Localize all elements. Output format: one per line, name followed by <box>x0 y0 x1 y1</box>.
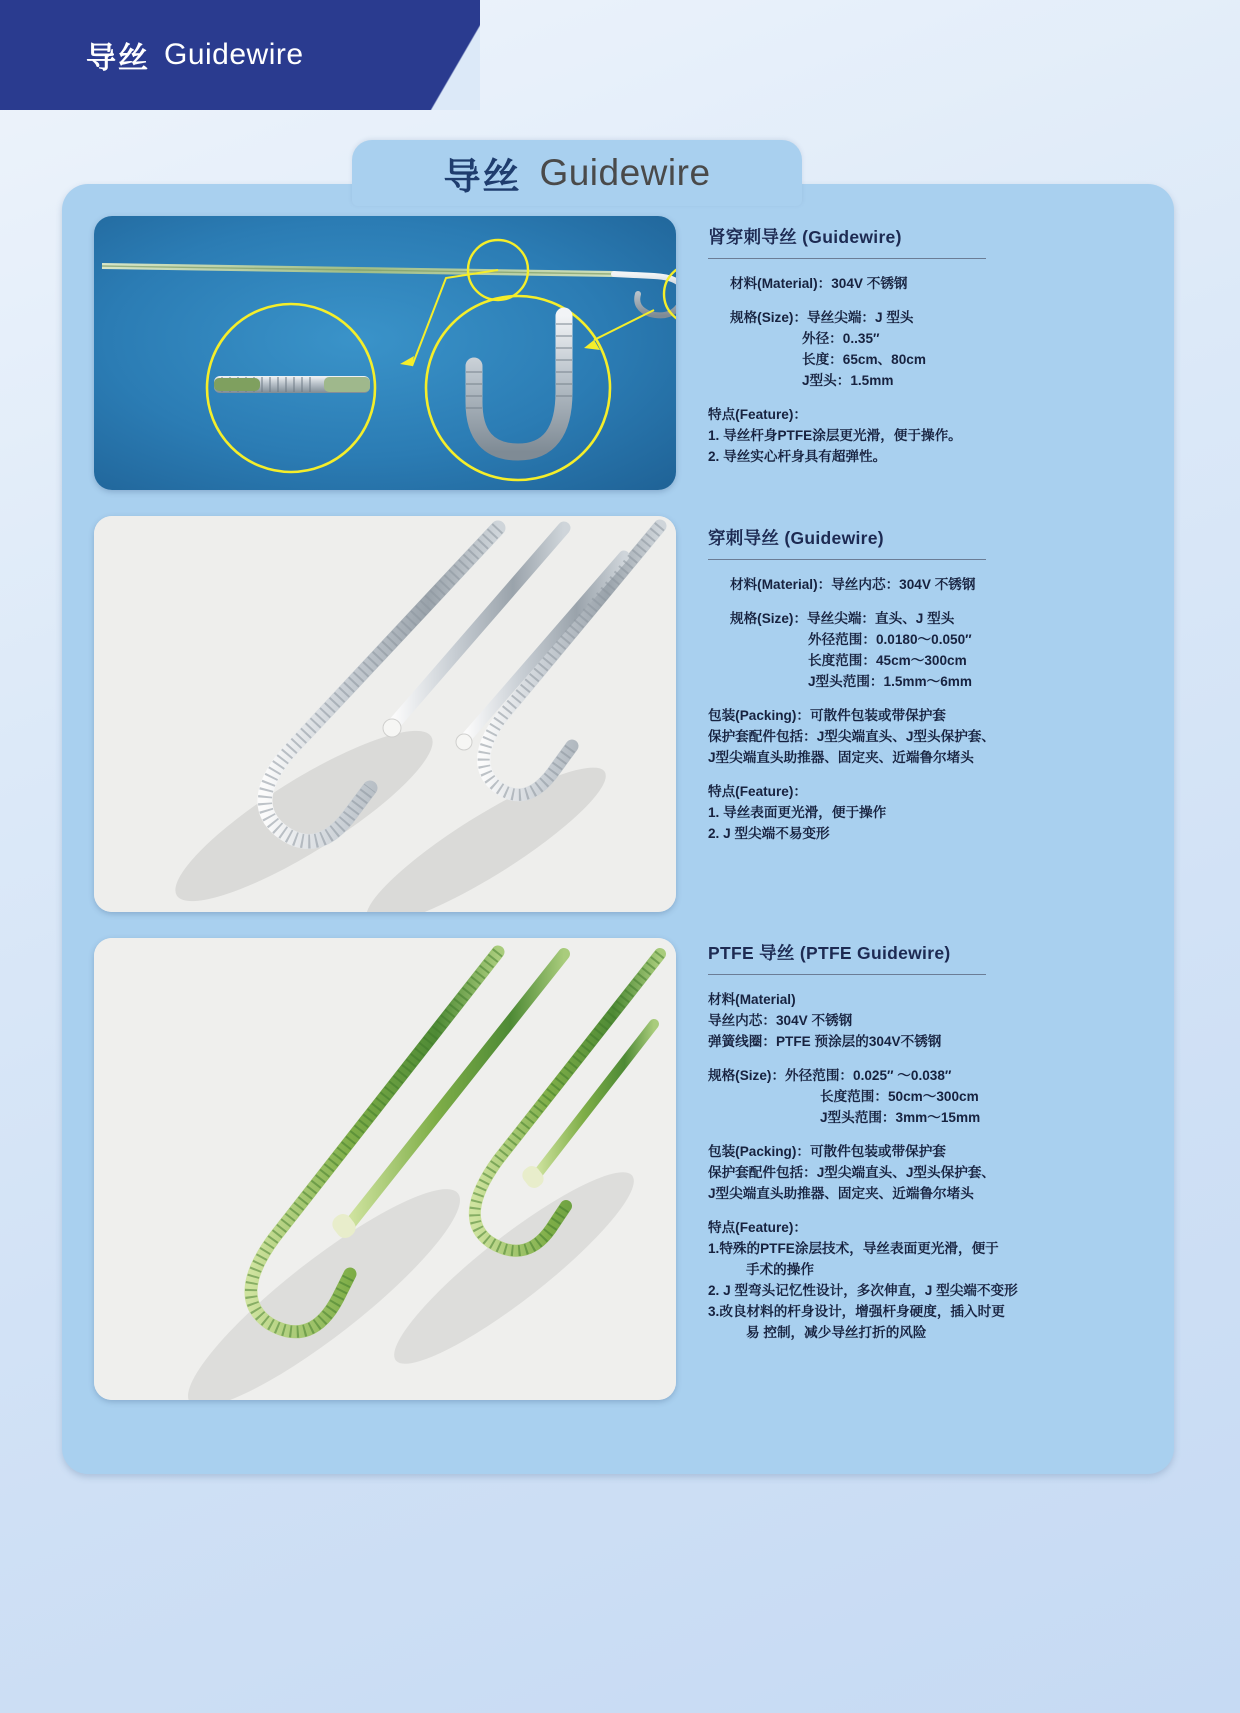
section-body <box>708 307 1188 391</box>
spec-line: 材料(Material)：导丝内芯：304V 不锈钢 <box>730 577 976 592</box>
section-body <box>708 608 1188 692</box>
spec-line: J型头范围：1.5mm～6mm <box>808 674 972 689</box>
section-body <box>708 705 1188 768</box>
page-header <box>0 0 480 110</box>
section-kidney-guidewire <box>708 224 1188 480</box>
section-heading: 肾穿刺导丝 (Guidewire) <box>708 227 902 247</box>
section-body <box>708 1141 1188 1204</box>
material-line: 弹簧线圈：PTFE 预涂层的304V不锈钢 <box>708 1034 942 1049</box>
packing-line: J型尖端直头助推器、固定夹、近端鲁尔堵头 <box>708 1186 974 1201</box>
feature-line: 2. J 型尖端不易变形 <box>708 826 830 841</box>
spec-line: 规格(Size)：外径范围：0.025″ ～0.038″ <box>708 1068 952 1083</box>
packing-line: 包装(Packing)：可散件包装或带保护套 <box>708 1144 946 1159</box>
product-photo-puncture-guidewire <box>94 516 676 912</box>
packing-line: 保护套配件包括：J型尖端直头、J型头保护套、 <box>708 729 995 744</box>
spec-line: 长度范围：45cm～300cm <box>808 653 967 668</box>
section-divider <box>708 559 986 560</box>
spec-line: J型头：1.5mm <box>802 373 894 388</box>
material-line: 导丝内芯：304V 不锈钢 <box>708 1013 853 1028</box>
section-ptfe-guidewire <box>708 940 1188 1356</box>
header-title-group <box>0 0 420 110</box>
feature-heading: 特点(Feature)： <box>708 407 807 422</box>
section-heading: 穿刺导丝 (Guidewire) <box>708 528 884 548</box>
feature-heading: 特点(Feature)： <box>708 1220 807 1235</box>
product-photo-kidney-guidewire <box>94 216 676 490</box>
feature-line: 易 控制，减少导丝打折的风险 <box>746 1325 927 1340</box>
section-body <box>708 781 1188 844</box>
section-heading: PTFE 导丝 (PTFE Guidewire) <box>708 943 951 963</box>
feature-line: 1.特殊的PTFE涂层技术，导丝表面更光滑，便于 <box>708 1241 999 1256</box>
page-title-cn: 导丝 <box>443 156 522 197</box>
feature-heading: 特点(Feature)： <box>708 784 807 799</box>
page-title-en: Guidewire <box>539 152 711 193</box>
packing-line: 保护套配件包括：J型尖端直头、J型头保护套、 <box>708 1165 995 1180</box>
header-title-en: Guidewire <box>164 38 304 71</box>
section-divider <box>708 258 986 259</box>
section-body <box>708 989 1188 1052</box>
header-title-cn: 导丝 <box>86 42 150 75</box>
section-divider <box>708 974 986 975</box>
spec-line: J型头范围：3mm～15mm <box>820 1110 981 1125</box>
feature-line: 手术的操作 <box>746 1262 814 1277</box>
spec-line: 长度范围：50cm～300cm <box>820 1089 979 1104</box>
section-body <box>708 273 1188 294</box>
page-title <box>352 140 802 206</box>
spec-line: 材料(Material)：304V 不锈钢 <box>730 276 908 291</box>
material-heading: 材料(Material) <box>708 992 796 1007</box>
spec-line: 外径范围：0.0180～0.050″ <box>808 632 972 647</box>
packing-line: 包装(Packing)：可散件包装或带保护套 <box>708 708 946 723</box>
spec-line: 规格(Size)：导丝尖端：直头、J 型头 <box>730 611 955 626</box>
section-puncture-guidewire <box>708 525 1188 857</box>
spec-line: 长度：65cm、80cm <box>802 352 926 367</box>
product-photo-ptfe-guidewire <box>94 938 676 1400</box>
section-body <box>708 1217 1188 1343</box>
packing-line: J型尖端直头助推器、固定夹、近端鲁尔堵头 <box>708 750 974 765</box>
spec-line: 外径：0..35″ <box>802 331 880 346</box>
section-body <box>708 574 1188 595</box>
feature-line: 3.改良材料的杆身设计，增强杆身硬度，插入时更 <box>708 1304 1005 1319</box>
spec-line: 规格(Size)：导丝尖端：J 型头 <box>730 310 914 325</box>
feature-line: 1. 导丝表面更光滑，便于操作 <box>708 805 887 820</box>
feature-line: 2. 导丝实心杆身具有超弹性。 <box>708 449 887 464</box>
feature-line: 2. J 型弯头记忆性设计，多次伸直，J 型尖端不变形 <box>708 1283 1018 1298</box>
feature-line: 1. 导丝杆身PTFE涂层更光滑，便于操作。 <box>708 428 962 443</box>
section-body <box>708 1065 1188 1128</box>
section-body <box>708 404 1188 467</box>
